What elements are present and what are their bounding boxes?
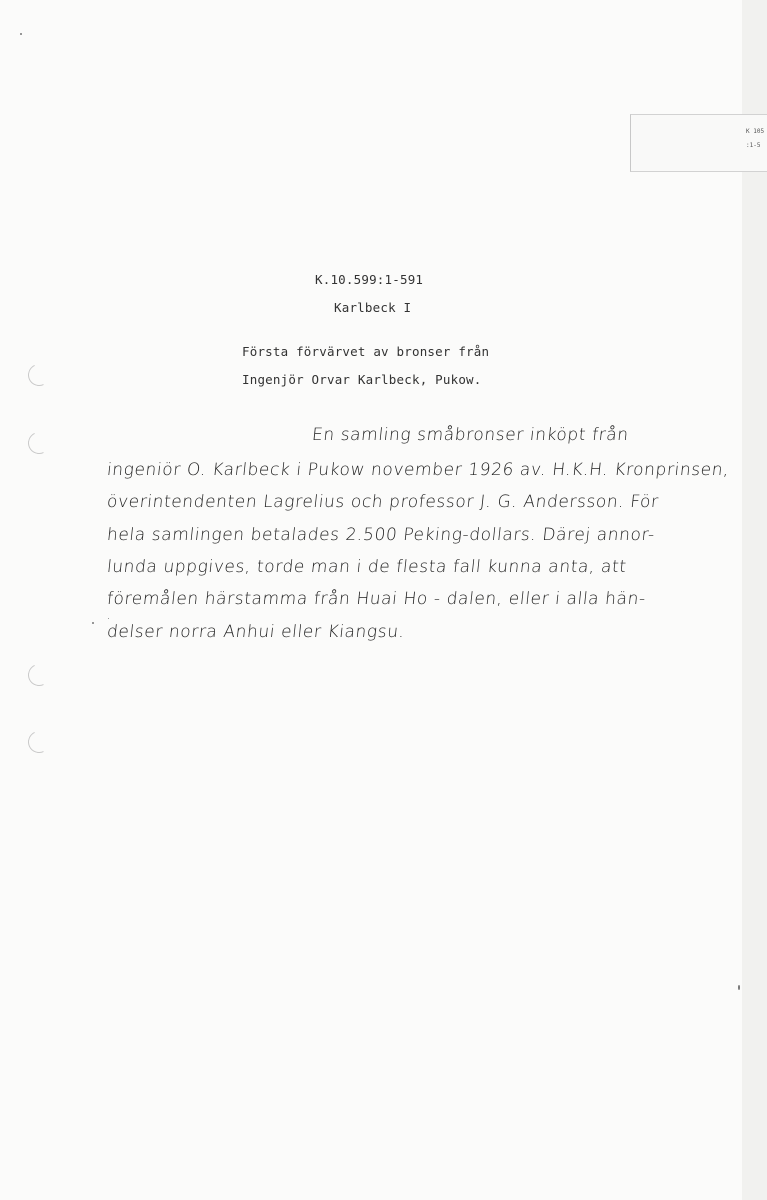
heading-line-2: Ingenjör Orvar Karlbeck, Pukow. xyxy=(242,372,482,387)
handwritten-line: föremålen härstamma från Huai Ho - dalen, eller i alla hän- xyxy=(105,589,647,609)
index-tab xyxy=(630,114,767,172)
punch-hole-1 xyxy=(25,361,53,389)
collection-name: Karlbeck I xyxy=(334,300,412,315)
handwritten-line: lunda uppgives, torde man i de flesta fall kunna anta, att xyxy=(105,557,628,577)
handwritten-line: hela samlingen betalades 2.500 Peking-dollars. Därej annor- xyxy=(105,525,656,545)
punch-hole-3 xyxy=(25,661,53,689)
catalog-id: K.10.599:1-591 xyxy=(315,272,424,287)
handwritten-line: En samling småbronser inköpt från xyxy=(310,425,630,445)
paper-speck xyxy=(92,622,94,624)
paper-speck xyxy=(20,33,22,35)
handwritten-line: ingeniör O. Karlbeck i Pukow november 1926 av. H.K.H. Kronprinsen, xyxy=(105,460,731,480)
heading-line-1: Första förvärvet av bronser från xyxy=(242,344,490,359)
punch-hole-2 xyxy=(25,429,53,457)
adjacent-page-edge xyxy=(742,0,767,1200)
paper-speck xyxy=(738,985,740,990)
tab-label-line-1: K 105 xyxy=(746,128,765,135)
handwritten-line: överintendenten Lagrelius och professor J. G. Andersson. För xyxy=(105,492,660,512)
punch-hole-4 xyxy=(25,728,53,756)
handwritten-line: delser norra Anhui eller Kiangsu. xyxy=(105,622,406,642)
tab-label-line-2: :1-5 xyxy=(746,142,761,149)
paper-speck xyxy=(108,618,109,619)
